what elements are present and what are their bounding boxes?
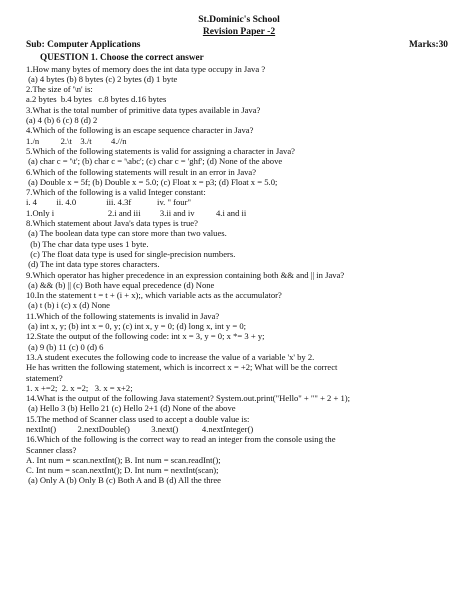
question-line: (a) 9 (b) 11 (c) 0 (d) 6: [26, 341, 104, 352]
question-line: 16.Which of the following is the correct way to read an integer from the console using the: [26, 434, 336, 445]
question-line: (b) The char data type uses 1 byte.: [26, 238, 149, 249]
question-line: 1.Only i 2.i and iii 3.ii and iv 4.i and ii: [26, 207, 247, 218]
subject-row: [26, 40, 452, 50]
question-line: 1. x +=2; 2. x =2; 3. x = x+2;: [26, 382, 133, 393]
question-line: (a) t (b) i (c) x (d) None: [26, 300, 110, 311]
question-line: 3.What is the total number of primitive data types available in Java?: [26, 104, 261, 115]
question-line: (a) Only A (b) Only B (c) Both A and B (d) All the three: [26, 475, 221, 486]
question-line: (c) The float data type is used for single-precision numbers.: [26, 248, 236, 259]
question-line: C. Int num = scan.nextInt(); D. Int num = nextInt(scan);: [26, 465, 219, 476]
question-line: statement?: [26, 372, 63, 383]
question-line: (a) 4 bytes (b) 8 bytes (c) 2 bytes (d) 1 byte: [26, 73, 178, 84]
question-line: 8.Which statement about Java's data types is true?: [26, 218, 198, 229]
question-line: 2.The size of '\n' is:: [26, 84, 93, 95]
question-line: A. Int num = scan.nextInt(); B. Int num = scan.readInt();: [26, 454, 221, 465]
marks-label: Marks:30: [408, 40, 448, 50]
question-line: (a) Hello 3 (b) Hello 21 (c) Hello 2+1 (d) None of the above: [26, 403, 236, 414]
question-list: [26, 64, 452, 486]
question-line: nextInt() 2.nextDouble() 3.next() 4.nextInteger(): [26, 423, 254, 434]
question-line: (a) Double x = 5f; (b) Double x = 5.0; (c) Float x = p3; (d) Float x = 5.0;: [26, 176, 278, 187]
question-line: 1.How many bytes of memory does the int data type occupy in Java ?: [26, 63, 266, 74]
question-line: 6.Which of the following statements will result in an error in Java?: [26, 166, 257, 177]
question-line: 15.The method of Scanner class used to accept a double value is:: [26, 413, 250, 424]
question-line: i. 4 ii. 4.0 iii. 4.3f iv. " four": [26, 197, 191, 208]
question-line: (a) 4 (b) 6 (c) 8 (d) 2: [26, 115, 98, 126]
question-line: 4.Which of the following is an escape sequence character in Java?: [26, 125, 254, 136]
question-line: a.2 bytes b.4 bytes c.8 bytes d.16 bytes: [26, 94, 167, 105]
question-line: 5.Which of the following statements is valid for assigning a character in Java?: [26, 145, 295, 156]
question-line: (a) int x, y; (b) int x = 0, y; (c) int x, y = 0; (d) long x, int y = 0;: [26, 321, 247, 332]
question-line: (a) The boolean data type can store more than two values.: [26, 228, 227, 239]
question-line: (a) char c = '\t'; (b) char c = '\abc'; (c) char c = 'ghf'; (d) None of the above: [26, 156, 283, 167]
question-line: 10.In the statement t = t + (i + x);, which variable acts as the accumulator?: [26, 290, 282, 301]
question-line: 11.Which of the following statements is invalid in Java?: [26, 310, 220, 321]
question-line: 9.Which operator has higher precedence in an expression containing both && and || in Java?: [26, 269, 345, 280]
question-line: He has written the following statement, which is incorrect x = +2; What will be the correct: [26, 362, 338, 373]
question-line: 14.What is the output of the following Java statement? System.out.print("Hello" + "" + 2 + 1);: [26, 393, 351, 404]
subject-label: Sub: Computer Applications: [26, 40, 141, 50]
question-line: (d) The int data type stores characters.: [26, 259, 160, 270]
question-line: 12.State the output of the following code: int x = 3, y = 0; x *= 3 + y;: [26, 331, 265, 342]
question-line: 1./n 2.\t 3./t 4.//n: [26, 135, 127, 146]
school-name: St.Dominic's School: [198, 14, 280, 25]
section-title: QUESTION 1. Choose the correct answer: [40, 52, 204, 63]
paper-title: Revision Paper -2: [202, 25, 276, 37]
question-line: (a) && (b) || (c) Both have equal precedence (d) None: [26, 279, 215, 290]
question-line: 13.A student executes the following code to increase the value of a variable 'x' by 2.: [26, 351, 315, 362]
question-line: Scanner class?: [26, 444, 77, 455]
question-line: 7.Which of the following is a valid Integer constant:: [26, 187, 206, 198]
